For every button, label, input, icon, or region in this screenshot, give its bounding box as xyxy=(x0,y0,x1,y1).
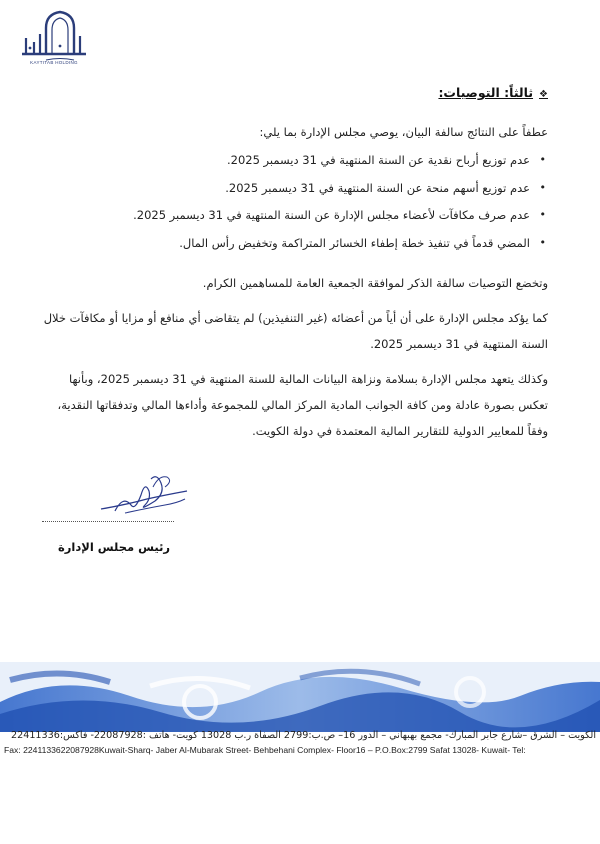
diamond-bullet-icon: ❖ xyxy=(539,89,548,100)
recommendation-text: عدم صرف مكافآت لأعضاء مجلس الإدارة عن السنة المنتهية في 31 ديسمبر 2025. xyxy=(133,208,530,222)
recommendation-text: عدم توزيع أسهم منحة عن السنة المنتهية في 31 ديسمبر 2025. xyxy=(225,180,530,195)
approval-paragraph: وتخضع التوصيات سالفة الذكر لموافقة الجمعية العامة للمساهمين الكرام. xyxy=(202,276,548,290)
footer-address-english: Fax: 2241133622087928Kuwait-Sharq- Jaber Al-Mubarak Street- Behbehani Complex- Floor16 – P.O.Box:2799 Safat 13028- Kuwait- Tel: xyxy=(4,745,526,755)
recommendations-list xyxy=(66,150,546,260)
recommendation-text: المضي قدماً في تنفيذ خطة إطفاء الخسائر المتراكمة وتخفيض رأس المال. xyxy=(179,235,530,250)
intro-text: عطفاً على النتائج سالفة البيان، يوصي مجلس الإدارة بما يلي: xyxy=(259,125,548,139)
heading-text: ثالثاً: التوصيات: xyxy=(438,85,534,100)
handwritten-signature xyxy=(95,465,195,525)
section-heading xyxy=(438,85,548,100)
list-item xyxy=(66,178,546,206)
list-item xyxy=(66,150,546,178)
bullet-icon: • xyxy=(539,208,546,221)
bullet-icon: • xyxy=(539,180,546,194)
footer-address-arabic: الكويت – الشرق –شارع جابر المبارك- مجمع بهبهاني – الدور 16– ص.ب:2799 الصفاة ر.ب 13028 كويت- هاتف :22087928- فاكس:22411336 xyxy=(11,730,596,741)
board-paragraph: كما يؤكد مجلس الإدارة على أن أياً من أعضائه (غير التنفيذين) لم يتقاضى أي منافع أو مزايا أو مكافآت خلال السنة المنتهية في 31 ديسمبر 2025. xyxy=(43,311,548,351)
bullet-icon: • xyxy=(539,153,546,166)
signatory-title: رئيس مجلس الإدارة xyxy=(58,540,171,554)
integrity-paragraph: وكذلك يتعهد مجلس الإدارة بسلامة ونزاهة البيانات المالية للسنة المنتهية في 31 ديسمبر 2025، وبأنها تعكس بصورة عادلة ومن كافة الجوانب المادية المركز المالي للمجموعة وأداءها المالي وتدفقاتها النقدية، وفقاً للمعايير الدولية للتقارير المالية المعتمدة في دولة الكويت. xyxy=(57,372,548,438)
recommendation-text: عدم توزيع أرباح نقدية عن السنة المنتهية في 31 ديسمبر 2025. xyxy=(226,153,530,167)
list-item xyxy=(66,205,546,233)
footer-wave-graphic xyxy=(0,662,600,732)
list-item xyxy=(66,233,546,261)
logo-subtitle: KAYTITAB HOLDING xyxy=(30,60,78,65)
bullet-icon: • xyxy=(539,235,546,249)
signature-line xyxy=(42,521,174,522)
